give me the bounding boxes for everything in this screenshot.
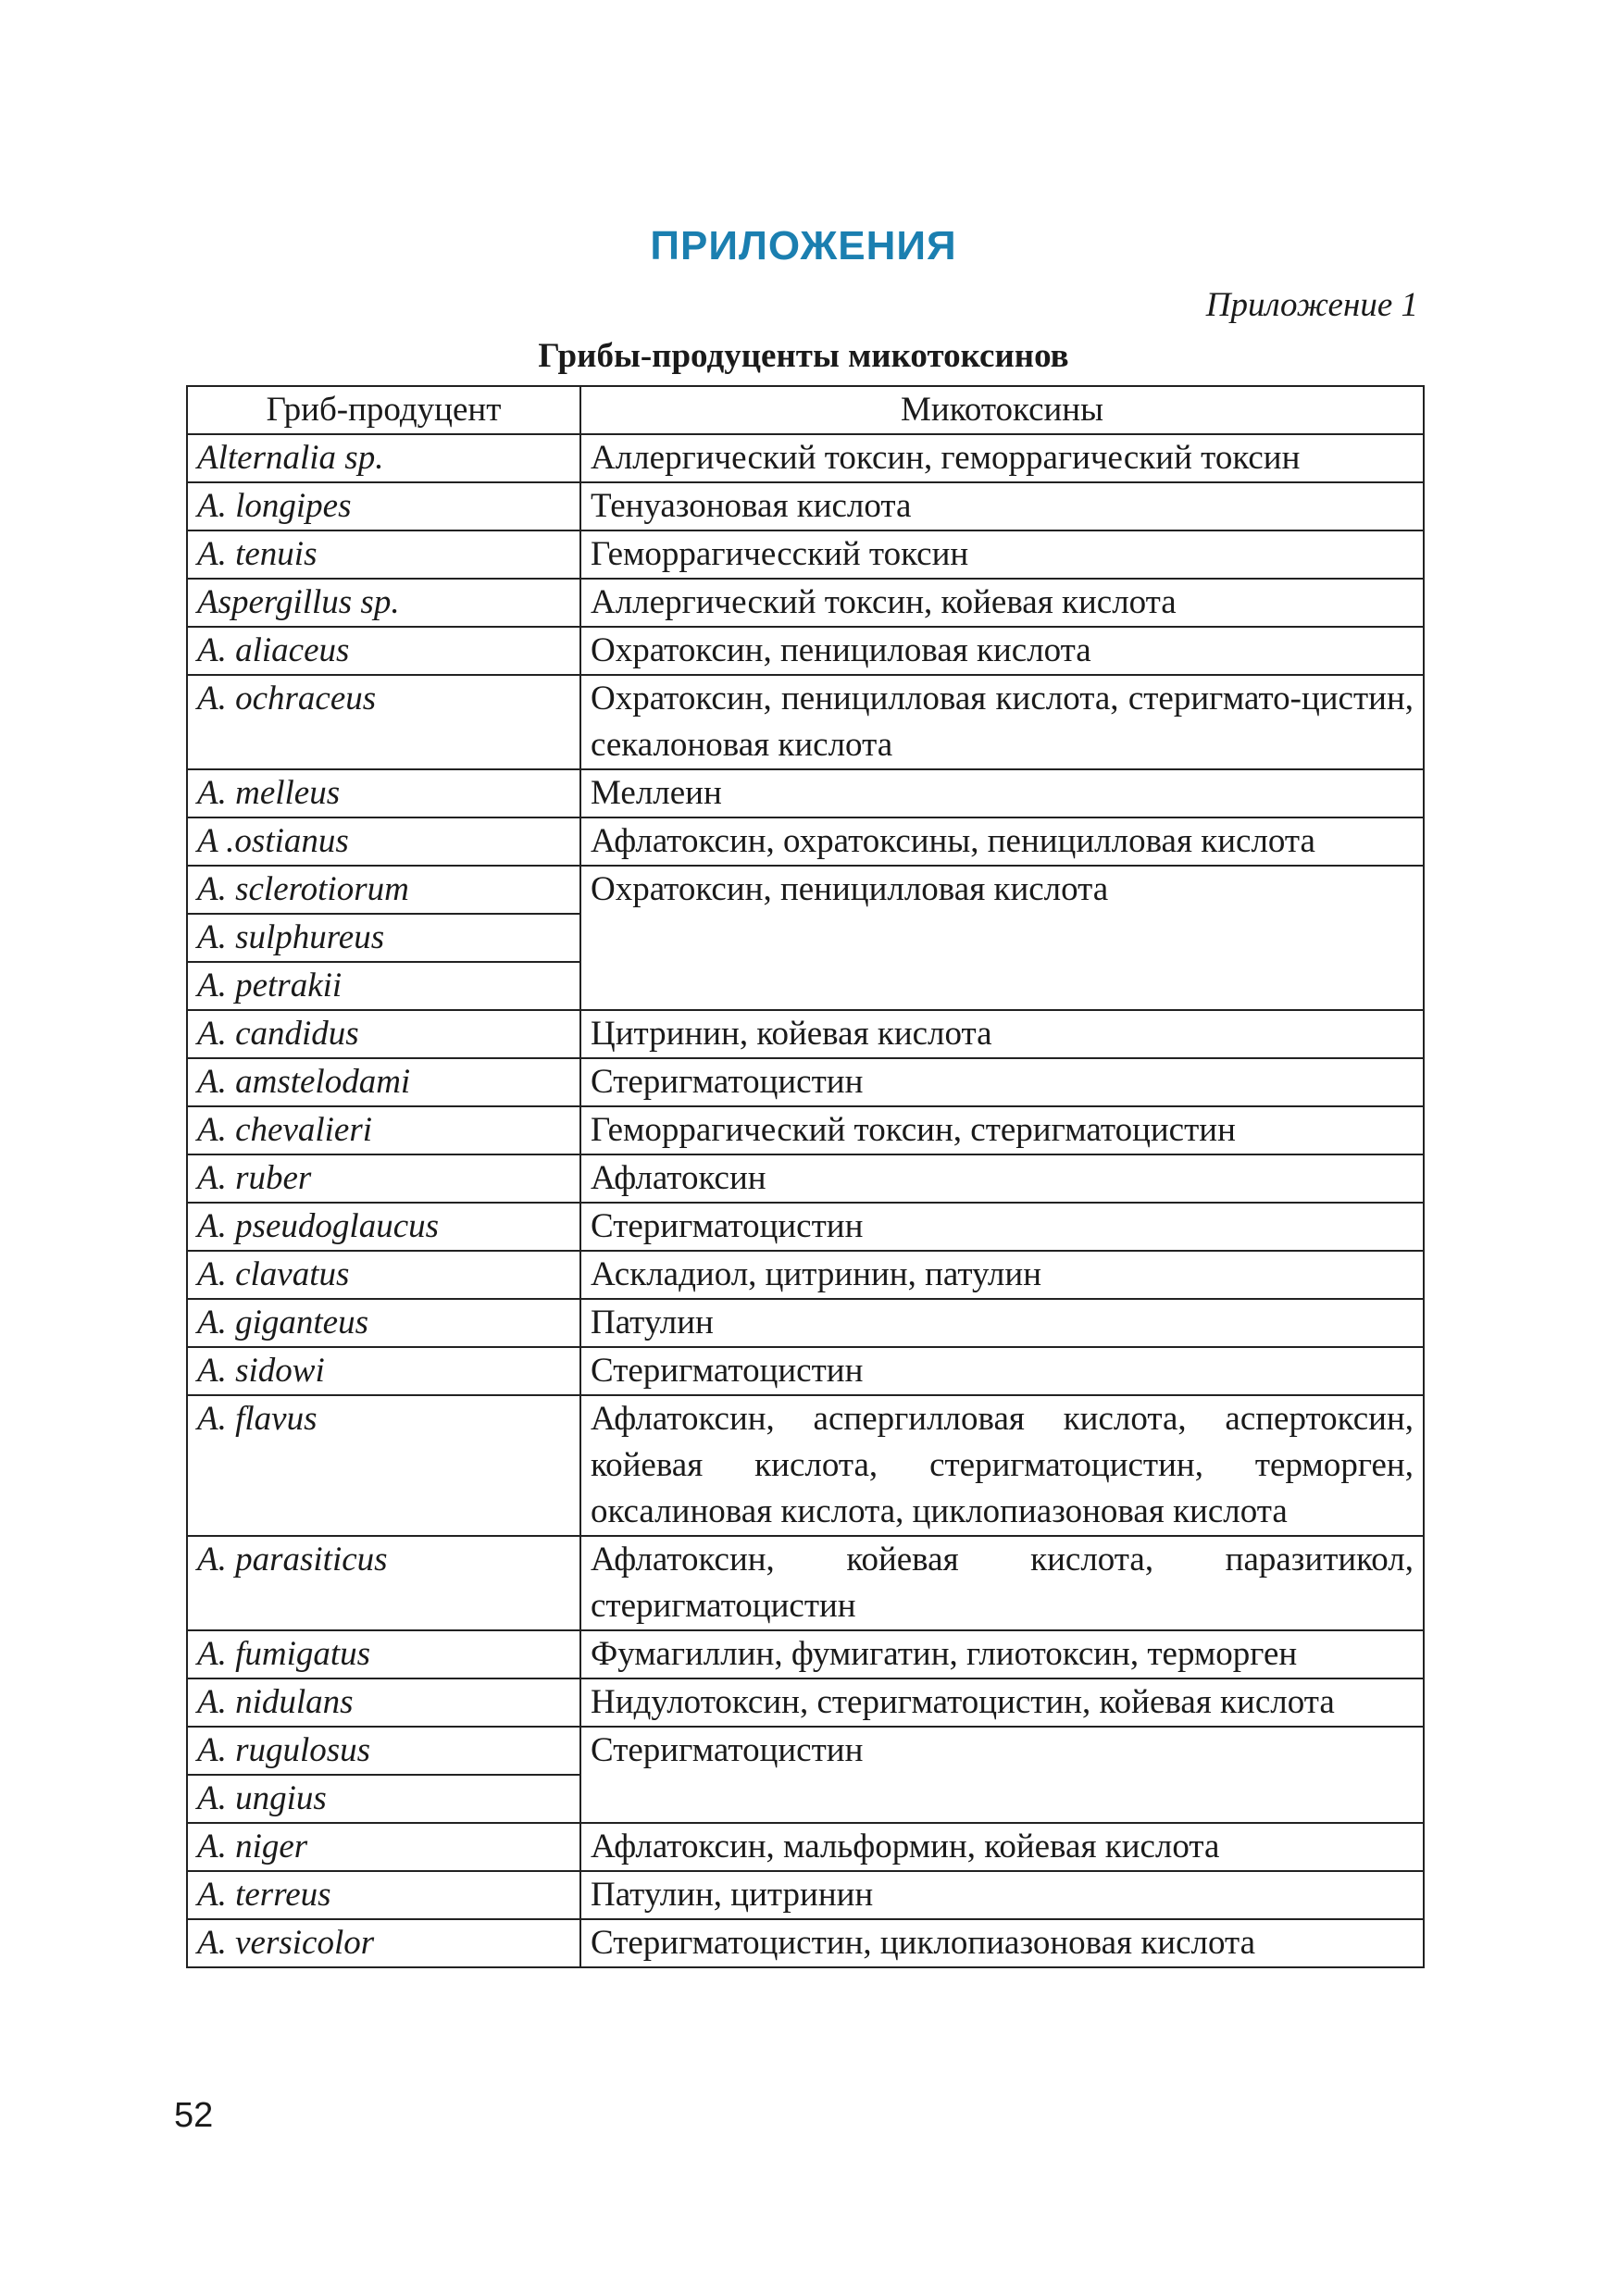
mycotoxins-cell: Афлатоксин, койевая кислота, паразитикол, стеригматоцистин [580,1536,1424,1630]
fungus-name: A. amstelodami [187,1058,580,1106]
fungus-name: A. pseudoglaucus [187,1203,580,1251]
table-row [187,579,1424,627]
mycotoxins-cell: Стеригматоцистин [580,1203,1424,1251]
fungus-name: A. chevalieri [187,1106,580,1154]
mycotoxins-cell: Аллергический токсин, койевая кислота [580,579,1424,627]
fungus-name: A. versicolor [187,1919,580,1967]
mycotoxins-cell: Нидулотоксин, стеригматоцистин, койевая кислота [580,1678,1424,1727]
fungus-name: A. giganteus [187,1299,580,1347]
mycotoxins-cell: Стеригматоцистин [580,1347,1424,1395]
page-number: 52 [174,2096,214,2135]
mycotoxins-cell: Патулин [580,1299,1424,1347]
mycotoxins-cell: Меллеин [580,769,1424,817]
appendix-label: Приложение 1 [1205,286,1418,324]
table-header-row [187,386,1424,434]
table-row [187,769,1424,817]
fungus-name: A. flavus [187,1395,580,1536]
table-row [187,817,1424,866]
fungus-name: A .ostianus [187,817,580,866]
fungus-name: A. tenuis [187,530,580,579]
table-row [187,1203,1424,1251]
fungus-name: A. niger [187,1823,580,1871]
fungus-name: Aspergillus sp. [187,579,580,627]
fungus-name: A. petrakii [187,962,580,1010]
table-row [187,1871,1424,1919]
fungus-name: A. nidulans [187,1678,580,1727]
mycotoxins-cell: Геморрагичесский токсин [580,530,1424,579]
fungus-name: A. rugulosus [187,1727,580,1775]
table-row [187,1919,1424,1967]
mycotoxins-cell: Стеригматоцистин [580,1727,1424,1823]
mycotoxins-cell: Стеригматоцистин, циклопиазоновая кислота [580,1919,1424,1967]
page-heading: ПРИЛОЖЕНИЯ [650,223,957,268]
table-row [187,1154,1424,1203]
fungus-name: A. fumigatus [187,1630,580,1678]
mycotoxins-cell: Афлатоксин, мальформин, койевая кислота [580,1823,1424,1871]
fungus-name: A. sidowi [187,1347,580,1395]
table-row [187,434,1424,482]
table-row [187,1630,1424,1678]
mycotoxins-cell: Геморрагический токсин, стеригматоцистин [580,1106,1424,1154]
mycotoxins-cell: Цитринин, койевая кислота [580,1010,1424,1058]
mycotoxins-cell: Фумагиллин, фумигатин, глиотоксин, терморген [580,1630,1424,1678]
header-fungus: Гриб-продуцент [187,386,580,434]
table-row [187,1299,1424,1347]
table-row [187,530,1424,579]
table-title: Грибы-продуценты микотоксинов [538,337,1069,375]
mycotoxins-cell: Аскладиол, цитринин, патулин [580,1251,1424,1299]
fungus-name: A. terreus [187,1871,580,1919]
table-row [187,482,1424,530]
fungus-name: A. clavatus [187,1251,580,1299]
fungus-name: A. melleus [187,769,580,817]
table-row [187,1727,1424,1775]
table-row [187,627,1424,675]
table-row [187,675,1424,769]
fungus-name: A. sulphureus [187,914,580,962]
table-row [187,1106,1424,1154]
mycotoxins-cell: Патулин, цитринин [580,1871,1424,1919]
fungus-name: A. parasiticus [187,1536,580,1630]
mycotoxins-cell: Аллергический токсин, геморрагический токсин [580,434,1424,482]
table-row [187,1536,1424,1630]
fungus-name: A. ungius [187,1775,580,1823]
mycotoxins-cell: Афлатоксин, охратоксины, пеницилловая кислота [580,817,1424,866]
fungus-name: A. aliaceus [187,627,580,675]
mycotoxins-cell: Тенуазоновая кислота [580,482,1424,530]
table-row [187,1010,1424,1058]
fungus-name: A. ochraceus [187,675,580,769]
fungus-name: A. candidus [187,1010,580,1058]
mycotoxin-table [186,385,1425,1968]
mycotoxins-cell: Стеригматоцистин [580,1058,1424,1106]
mycotoxins-cell: Афлатоксин, аспергилловая кислота, аспертоксин, койевая кислота, стеригматоцистин, терморген, оксалиновая кислота, циклопиазоновая кислота [580,1395,1424,1536]
table-row [187,1251,1424,1299]
mycotoxin-table-container [186,385,1423,1968]
fungus-name: A. ruber [187,1154,580,1203]
table-row [187,1678,1424,1727]
mycotoxins-cell: Охратоксин, пеницилловая кислота [580,866,1424,1010]
table-row [187,1058,1424,1106]
mycotoxins-cell: Афлатоксин [580,1154,1424,1203]
table-row [187,1395,1424,1536]
mycotoxins-cell: Охратоксин, пеницилловая кислота, стеригмато-цистин, секалоновая кислота [580,675,1424,769]
header-mycotoxins: Микотоксины [580,386,1424,434]
fungus-name: A. sclerotiorum [187,866,580,914]
table-row [187,1823,1424,1871]
table-row [187,1347,1424,1395]
table-row [187,866,1424,914]
fungus-name: Alternalia sp. [187,434,580,482]
fungus-name: A. longipes [187,482,580,530]
mycotoxins-cell: Охратоксин, пенициловая кислота [580,627,1424,675]
